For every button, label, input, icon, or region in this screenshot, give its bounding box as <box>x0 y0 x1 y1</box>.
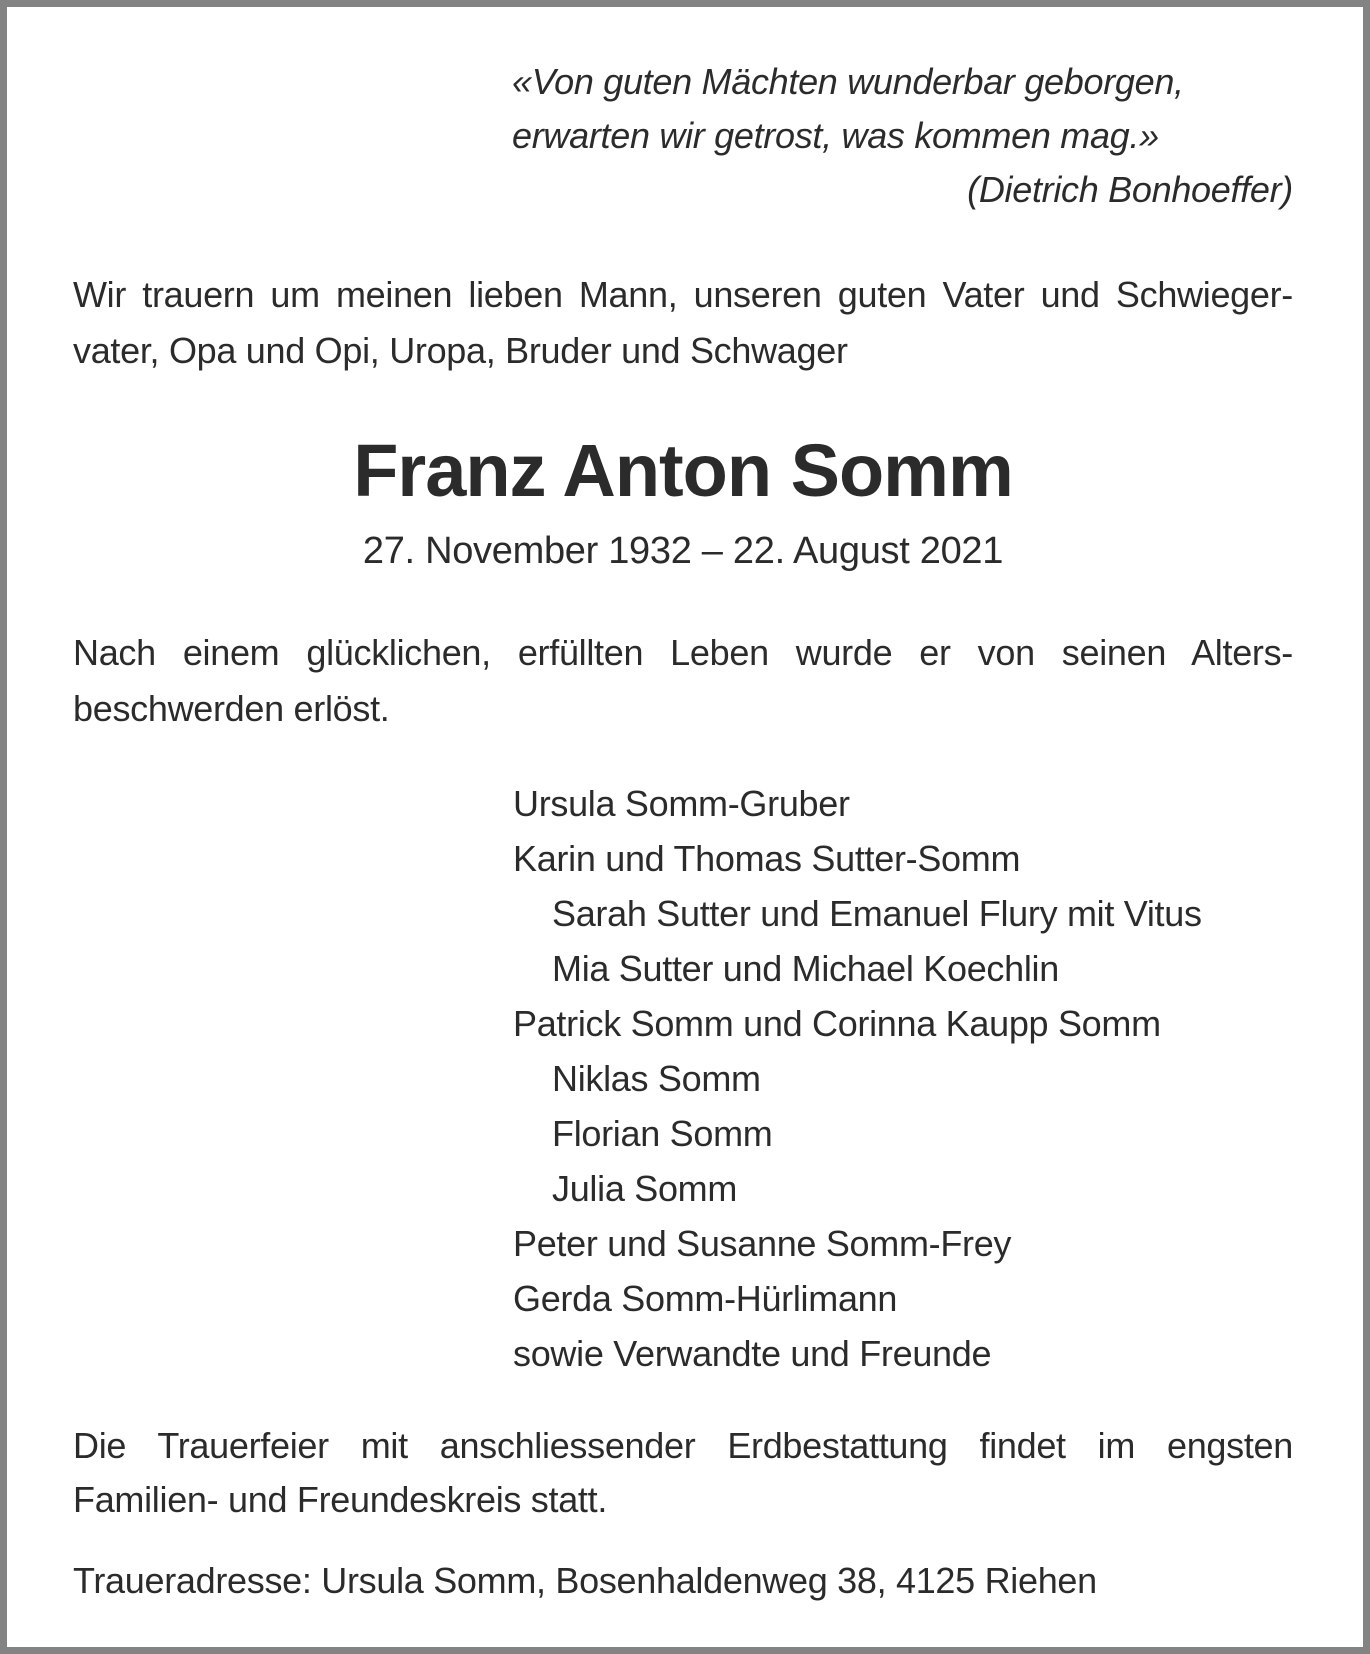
message-line-2: beschwerden erlöst. <box>73 688 390 729</box>
intro-line-1: Wir trauern um meinen lieben Mann, unseren guten Vater und Schwieger- <box>73 274 1293 315</box>
quote-block <box>512 55 1293 217</box>
intro-paragraph <box>73 267 1293 379</box>
funeral-line-1: Die Trauerfeier mit anschliessender Erdbestattung findet im engsten <box>73 1425 1293 1466</box>
mourning-address: Traueradresse: Ursula Somm, Bosenhaldenweg 38, 4125 Riehen <box>73 1560 1097 1601</box>
mourner-line: Ursula Somm-Gruber <box>513 783 850 824</box>
mourner-line: Julia Somm <box>552 1168 738 1209</box>
mourner-line: sowie Verwandte und Freunde <box>513 1333 992 1374</box>
life-dates: 27. November 1932 – 22. August 2021 <box>362 530 1004 572</box>
quote-line-2: erwarten wir getrost, was kommen mag.» <box>512 115 1159 156</box>
mourners-list <box>513 776 1293 1381</box>
message-line-1: Nach einem glücklichen, erfüllten Leben wurde er von seinen Alters- <box>73 632 1293 673</box>
quote-attribution: (Dietrich Bonhoeffer) <box>967 169 1293 210</box>
mourner-line: Niklas Somm <box>552 1058 761 1099</box>
message-paragraph <box>73 625 1293 737</box>
mourner-line: Peter und Susanne Somm-Frey <box>513 1223 1012 1264</box>
obituary-content <box>7 7 1363 1647</box>
mourner-line: Gerda Somm-Hürlimann <box>513 1278 898 1319</box>
funeral-paragraph <box>73 1419 1293 1527</box>
mourner-line: Mia Sutter und Michael Koechlin <box>552 948 1059 989</box>
deceased-name: Franz Anton Somm <box>353 429 1013 512</box>
mourner-line: Sarah Sutter und Emanuel Flury mit Vitus <box>552 893 1202 934</box>
quote-line-1: «Von guten Mächten wunderbar geborgen, <box>512 61 1184 102</box>
mourner-line: Florian Somm <box>552 1113 773 1154</box>
intro-line-2: vater, Opa und Opi, Uropa, Bruder und Schwager <box>73 330 848 371</box>
funeral-line-2: Familien- und Freundeskreis statt. <box>73 1479 608 1520</box>
mourner-line: Patrick Somm und Corinna Kaupp Somm <box>513 1003 1161 1044</box>
mourner-line: Karin und Thomas Sutter-Somm <box>513 838 1021 879</box>
